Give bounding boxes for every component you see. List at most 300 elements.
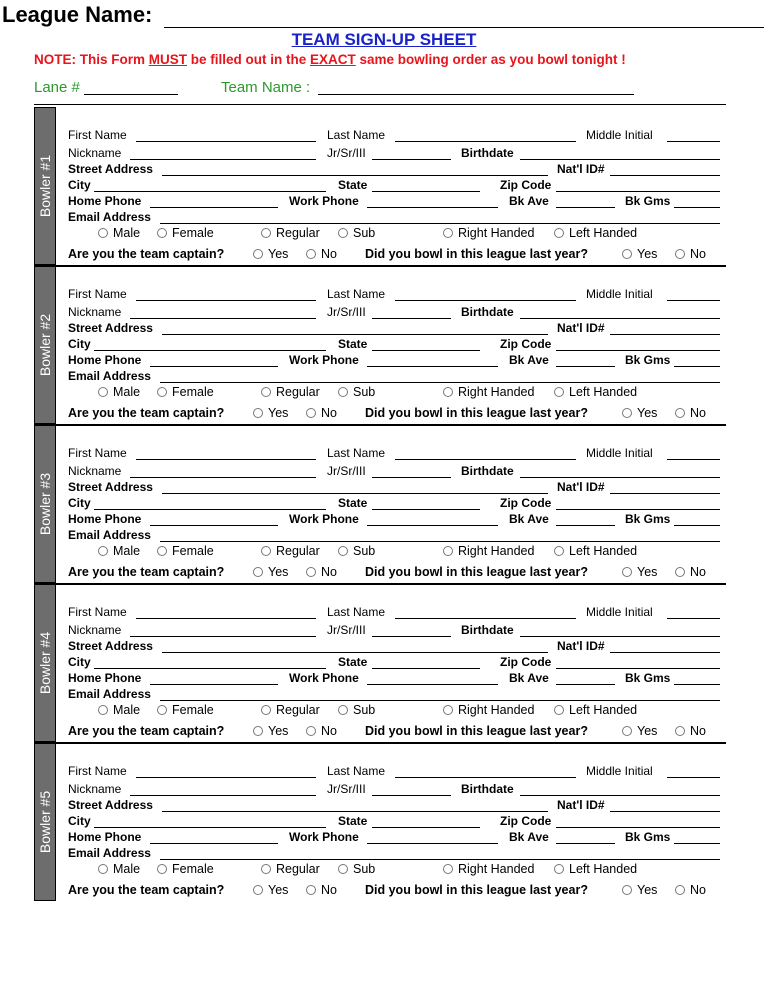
- regular-radio[interactable]: [261, 228, 271, 238]
- last-year-yes-radio[interactable]: [622, 408, 632, 418]
- sub-label: Sub: [353, 385, 376, 399]
- bowler-sidebar: [34, 425, 56, 583]
- captain-yes-radio[interactable]: [253, 726, 263, 736]
- bowler-number-label: Bowler #4: [37, 631, 53, 695]
- last-year-question: Did you bowl in this league last year?: [365, 724, 588, 738]
- email-address-field[interactable]: [160, 859, 720, 860]
- bowler-section-4: [34, 584, 726, 744]
- last-year-yes-radio[interactable]: [622, 567, 632, 577]
- nickname-label: Nickname: [68, 782, 122, 796]
- state-field[interactable]: [372, 509, 480, 510]
- last-name-field[interactable]: [395, 777, 576, 778]
- work-phone-field[interactable]: [367, 684, 498, 685]
- natl-id-field[interactable]: [610, 493, 720, 494]
- captain-yes-option[interactable]: [253, 247, 288, 261]
- work-phone-label: Work Phone: [289, 512, 359, 526]
- home-phone-label: Home Phone: [68, 194, 142, 208]
- sub-option[interactable]: [338, 385, 375, 399]
- regular-option[interactable]: [261, 544, 320, 558]
- email-address-field[interactable]: [160, 382, 720, 383]
- right-handed-label: Right Handed: [458, 703, 535, 717]
- female-option[interactable]: [157, 544, 214, 558]
- nickname-field[interactable]: [130, 159, 316, 160]
- natl-id-label: Nat'l ID#: [557, 321, 605, 335]
- home-phone-label: Home Phone: [68, 353, 142, 367]
- captain-no-option[interactable]: [306, 406, 337, 420]
- bk-ave-label: Bk Ave: [509, 671, 549, 685]
- work-phone-field[interactable]: [367, 525, 498, 526]
- league-name-label: League Name:: [2, 2, 153, 27]
- street-address-label: Street Address: [68, 162, 153, 176]
- natl-id-field[interactable]: [610, 652, 720, 653]
- last-year-yes-option[interactable]: [622, 883, 657, 897]
- left-handed-radio[interactable]: [554, 705, 564, 715]
- captain-no-option[interactable]: [306, 247, 337, 261]
- left-handed-label: Left Handed: [569, 862, 638, 876]
- captain-no-option[interactable]: [306, 565, 337, 579]
- email-address-field[interactable]: [160, 541, 720, 542]
- left-handed-label: Left Handed: [569, 703, 638, 717]
- home-phone-field[interactable]: [150, 207, 278, 208]
- home-phone-label: Home Phone: [68, 830, 142, 844]
- right-handed-label: Right Handed: [458, 544, 535, 558]
- sub-option[interactable]: [338, 544, 375, 558]
- female-radio[interactable]: [157, 228, 167, 238]
- work-phone-label: Work Phone: [289, 830, 359, 844]
- birthdate-field[interactable]: [520, 795, 720, 796]
- male-radio[interactable]: [98, 387, 108, 397]
- page-title: TEAM SIGN-UP SHEET: [291, 30, 477, 49]
- bk-gms-label: Bk Gms: [625, 830, 671, 844]
- work-phone-label: Work Phone: [289, 353, 359, 367]
- city-field[interactable]: [94, 191, 326, 192]
- female-radio[interactable]: [157, 864, 167, 874]
- right-handed-radio[interactable]: [443, 228, 453, 238]
- sub-label: Sub: [353, 862, 376, 876]
- zip-code-field[interactable]: [556, 191, 720, 192]
- male-option[interactable]: [98, 703, 140, 717]
- birthdate-field[interactable]: [520, 477, 720, 478]
- regular-option[interactable]: [261, 862, 320, 876]
- right-handed-radio[interactable]: [443, 864, 453, 874]
- zip-code-label: Zip Code: [500, 496, 552, 510]
- captain-yes-label: Yes: [268, 406, 289, 420]
- last-year-yes-radio[interactable]: [622, 726, 632, 736]
- male-radio[interactable]: [98, 228, 108, 238]
- bk-ave-field[interactable]: [556, 684, 615, 685]
- last-year-no-option[interactable]: [675, 724, 706, 738]
- birthdate-label: Birthdate: [461, 782, 514, 796]
- female-radio[interactable]: [157, 387, 167, 397]
- captain-yes-radio[interactable]: [253, 885, 263, 895]
- email-address-field[interactable]: [160, 223, 720, 224]
- last-year-yes-option[interactable]: [622, 406, 657, 420]
- last-year-yes-label: Yes: [637, 724, 658, 738]
- last-year-no-label: No: [690, 883, 706, 897]
- female-option[interactable]: [157, 385, 214, 399]
- middle-initial-field[interactable]: [667, 459, 720, 460]
- left-handed-radio[interactable]: [554, 387, 564, 397]
- female-radio[interactable]: [157, 546, 167, 556]
- captain-yes-label: Yes: [268, 883, 289, 897]
- email-address-label: Email Address: [68, 846, 151, 860]
- right-handed-radio[interactable]: [443, 705, 453, 715]
- last-year-question: Did you bowl in this league last year?: [365, 406, 588, 420]
- email-address-label: Email Address: [68, 528, 151, 542]
- male-option[interactable]: [98, 544, 140, 558]
- state-field[interactable]: [372, 668, 480, 669]
- home-phone-field[interactable]: [150, 684, 278, 685]
- left-handed-label: Left Handed: [569, 226, 638, 240]
- regular-option[interactable]: [261, 226, 320, 240]
- last-year-question: Did you bowl in this league last year?: [365, 247, 588, 261]
- birthdate-field[interactable]: [520, 318, 720, 319]
- lane-label: Lane #: [34, 79, 80, 96]
- last-year-no-option[interactable]: [675, 883, 706, 897]
- captain-yes-option[interactable]: [253, 883, 288, 897]
- left-handed-option[interactable]: [554, 385, 637, 399]
- bk-ave-label: Bk Ave: [509, 830, 549, 844]
- last-year-yes-radio[interactable]: [622, 885, 632, 895]
- captain-no-radio[interactable]: [306, 885, 316, 895]
- bowler-section-5: [34, 743, 726, 901]
- street-address-field[interactable]: [162, 652, 548, 653]
- left-handed-option[interactable]: [554, 544, 637, 558]
- last-year-yes-label: Yes: [637, 247, 658, 261]
- bk-gms-field[interactable]: [674, 684, 720, 685]
- bk-ave-label: Bk Ave: [509, 353, 549, 367]
- work-phone-label: Work Phone: [289, 194, 359, 208]
- left-handed-radio[interactable]: [554, 864, 564, 874]
- bk-gms-label: Bk Gms: [625, 194, 671, 208]
- last-year-no-radio[interactable]: [675, 885, 685, 895]
- email-address-label: Email Address: [68, 369, 151, 383]
- last-year-no-option[interactable]: [675, 565, 706, 579]
- natl-id-field[interactable]: [610, 334, 720, 335]
- sub-radio[interactable]: [338, 864, 348, 874]
- middle-initial-label: Middle Initial: [586, 287, 653, 301]
- captain-yes-option[interactable]: [253, 565, 288, 579]
- male-option[interactable]: [98, 862, 140, 876]
- last-name-label: Last Name: [327, 764, 386, 778]
- zip-code-field[interactable]: [556, 668, 720, 669]
- male-label: Male: [113, 544, 141, 558]
- sub-radio[interactable]: [338, 546, 348, 556]
- captain-no-option[interactable]: [306, 724, 337, 738]
- middle-initial-field[interactable]: [667, 141, 720, 142]
- captain-question: Are you the team captain?: [68, 565, 225, 579]
- state-label: State: [338, 178, 368, 192]
- captain-no-label: No: [321, 724, 337, 738]
- last-year-yes-label: Yes: [637, 883, 658, 897]
- left-handed-option[interactable]: [554, 862, 637, 876]
- state-field[interactable]: [372, 350, 480, 351]
- last-name-label: Last Name: [327, 446, 386, 460]
- last-year-yes-option[interactable]: [622, 247, 657, 261]
- female-option[interactable]: [157, 862, 214, 876]
- suffix-field[interactable]: [372, 318, 451, 319]
- bowler-sidebar: [34, 266, 56, 424]
- right-handed-label: Right Handed: [458, 862, 535, 876]
- male-label: Male: [113, 385, 141, 399]
- regular-label: Regular: [276, 226, 320, 240]
- middle-initial-label: Middle Initial: [586, 764, 653, 778]
- last-year-no-label: No: [690, 724, 706, 738]
- left-handed-radio[interactable]: [554, 228, 564, 238]
- regular-label: Regular: [276, 703, 320, 717]
- bk-gms-field[interactable]: [674, 525, 720, 526]
- instruction-note: NOTE: This Form MUST be filled out in the EXACT same bowling order as you bowl tonight !: [34, 52, 626, 67]
- first-name-field[interactable]: [136, 141, 316, 142]
- bowler-number-label: Bowler #3: [37, 472, 53, 536]
- right-handed-label: Right Handed: [458, 226, 535, 240]
- street-address-field[interactable]: [162, 334, 548, 335]
- suffix-label: Jr/Sr/III: [327, 623, 366, 637]
- last-year-yes-label: Yes: [637, 406, 658, 420]
- state-label: State: [338, 655, 368, 669]
- last-year-question: Did you bowl in this league last year?: [365, 565, 588, 579]
- captain-question: Are you the team captain?: [68, 247, 225, 261]
- right-handed-option[interactable]: [443, 226, 534, 240]
- right-handed-option[interactable]: [443, 385, 534, 399]
- natl-id-field[interactable]: [610, 811, 720, 812]
- middle-initial-field[interactable]: [667, 300, 720, 301]
- male-option[interactable]: [98, 385, 140, 399]
- last-year-yes-option[interactable]: [622, 724, 657, 738]
- last-year-no-label: No: [690, 406, 706, 420]
- work-phone-field[interactable]: [367, 843, 498, 844]
- captain-no-radio[interactable]: [306, 567, 316, 577]
- last-name-field[interactable]: [395, 459, 576, 460]
- natl-id-label: Nat'l ID#: [557, 639, 605, 653]
- zip-code-field[interactable]: [556, 827, 720, 828]
- captain-question: Are you the team captain?: [68, 406, 225, 420]
- last-year-yes-radio[interactable]: [622, 249, 632, 259]
- captain-yes-option[interactable]: [253, 406, 288, 420]
- nickname-field[interactable]: [130, 795, 316, 796]
- suffix-field[interactable]: [372, 159, 451, 160]
- home-phone-field[interactable]: [150, 525, 278, 526]
- captain-no-option[interactable]: [306, 883, 337, 897]
- bk-gms-field[interactable]: [674, 843, 720, 844]
- captain-no-label: No: [321, 883, 337, 897]
- right-handed-option[interactable]: [443, 703, 534, 717]
- middle-initial-field[interactable]: [667, 618, 720, 619]
- male-label: Male: [113, 226, 141, 240]
- bk-ave-field[interactable]: [556, 525, 615, 526]
- birthdate-label: Birthdate: [461, 464, 514, 478]
- bk-gms-field[interactable]: [674, 207, 720, 208]
- female-option[interactable]: [157, 226, 214, 240]
- suffix-field[interactable]: [372, 795, 451, 796]
- bowler-section-3: [34, 425, 726, 585]
- captain-yes-option[interactable]: [253, 724, 288, 738]
- female-label: Female: [172, 226, 214, 240]
- suffix-field[interactable]: [372, 636, 451, 637]
- bk-ave-field[interactable]: [556, 843, 615, 844]
- bowler-number-label: Bowler #5: [37, 790, 53, 854]
- sub-option[interactable]: [338, 703, 375, 717]
- captain-yes-label: Yes: [268, 565, 289, 579]
- zip-code-field[interactable]: [556, 509, 720, 510]
- captain-yes-radio[interactable]: [253, 408, 263, 418]
- last-year-no-option[interactable]: [675, 247, 706, 261]
- male-option[interactable]: [98, 226, 140, 240]
- right-handed-option[interactable]: [443, 544, 534, 558]
- email-address-field[interactable]: [160, 700, 720, 701]
- birthdate-field[interactable]: [520, 636, 720, 637]
- last-year-no-radio[interactable]: [675, 567, 685, 577]
- right-handed-radio[interactable]: [443, 546, 453, 556]
- work-phone-field[interactable]: [367, 366, 498, 367]
- female-option[interactable]: [157, 703, 214, 717]
- state-label: State: [338, 814, 368, 828]
- natl-id-label: Nat'l ID#: [557, 162, 605, 176]
- work-phone-field[interactable]: [367, 207, 498, 208]
- bk-ave-field[interactable]: [556, 207, 615, 208]
- sub-option[interactable]: [338, 226, 375, 240]
- zip-code-label: Zip Code: [500, 178, 552, 192]
- last-name-label: Last Name: [327, 128, 386, 142]
- captain-yes-radio[interactable]: [253, 249, 263, 259]
- city-field[interactable]: [94, 509, 326, 510]
- home-phone-label: Home Phone: [68, 512, 142, 526]
- captain-yes-label: Yes: [268, 247, 289, 261]
- nickname-label: Nickname: [68, 146, 122, 160]
- last-name-field[interactable]: [395, 618, 576, 619]
- bowler-section-1: [34, 107, 726, 267]
- street-address-field[interactable]: [162, 811, 548, 812]
- nickname-label: Nickname: [68, 464, 122, 478]
- nickname-field[interactable]: [130, 477, 316, 478]
- home-phone-label: Home Phone: [68, 671, 142, 685]
- female-label: Female: [172, 862, 214, 876]
- regular-radio[interactable]: [261, 705, 271, 715]
- first-name-field[interactable]: [136, 618, 316, 619]
- first-name-label: First Name: [68, 128, 127, 142]
- regular-label: Regular: [276, 544, 320, 558]
- state-label: State: [338, 337, 368, 351]
- last-year-no-radio[interactable]: [675, 726, 685, 736]
- street-address-field[interactable]: [162, 175, 548, 176]
- bk-gms-field[interactable]: [674, 366, 720, 367]
- zip-code-field[interactable]: [556, 350, 720, 351]
- bowler-sidebar: [34, 743, 56, 901]
- birthdate-label: Birthdate: [461, 623, 514, 637]
- birthdate-field[interactable]: [520, 159, 720, 160]
- bk-gms-label: Bk Gms: [625, 353, 671, 367]
- right-handed-radio[interactable]: [443, 387, 453, 397]
- female-radio[interactable]: [157, 705, 167, 715]
- captain-no-radio[interactable]: [306, 408, 316, 418]
- state-field[interactable]: [372, 191, 480, 192]
- captain-no-radio[interactable]: [306, 249, 316, 259]
- street-address-field[interactable]: [162, 493, 548, 494]
- zip-code-label: Zip Code: [500, 814, 552, 828]
- birthdate-label: Birthdate: [461, 305, 514, 319]
- captain-yes-radio[interactable]: [253, 567, 263, 577]
- city-label: City: [68, 337, 91, 351]
- right-handed-option[interactable]: [443, 862, 534, 876]
- last-year-no-option[interactable]: [675, 406, 706, 420]
- captain-no-radio[interactable]: [306, 726, 316, 736]
- city-label: City: [68, 655, 91, 669]
- league-name-field[interactable]: [164, 27, 764, 28]
- nickname-field[interactable]: [130, 636, 316, 637]
- email-address-label: Email Address: [68, 687, 151, 701]
- sub-option[interactable]: [338, 862, 375, 876]
- sub-radio[interactable]: [338, 387, 348, 397]
- regular-option[interactable]: [261, 703, 320, 717]
- work-phone-label: Work Phone: [289, 671, 359, 685]
- last-year-no-label: No: [690, 565, 706, 579]
- first-name-field[interactable]: [136, 459, 316, 460]
- regular-radio[interactable]: [261, 546, 271, 556]
- street-address-label: Street Address: [68, 480, 153, 494]
- sub-label: Sub: [353, 703, 376, 717]
- male-label: Male: [113, 862, 141, 876]
- last-year-no-radio[interactable]: [675, 249, 685, 259]
- bk-ave-field[interactable]: [556, 366, 615, 367]
- left-handed-option[interactable]: [554, 703, 637, 717]
- last-name-field[interactable]: [395, 300, 576, 301]
- state-field[interactable]: [372, 827, 480, 828]
- state-label: State: [338, 496, 368, 510]
- nickname-field[interactable]: [130, 318, 316, 319]
- first-name-label: First Name: [68, 287, 127, 301]
- suffix-field[interactable]: [372, 477, 451, 478]
- sub-label: Sub: [353, 226, 376, 240]
- male-radio[interactable]: [98, 864, 108, 874]
- left-handed-radio[interactable]: [554, 546, 564, 556]
- city-field[interactable]: [94, 827, 326, 828]
- city-field[interactable]: [94, 668, 326, 669]
- male-radio[interactable]: [98, 546, 108, 556]
- last-name-field[interactable]: [395, 141, 576, 142]
- middle-initial-field[interactable]: [667, 777, 720, 778]
- regular-option[interactable]: [261, 385, 320, 399]
- first-name-field[interactable]: [136, 300, 316, 301]
- section-divider: [34, 104, 726, 105]
- male-radio[interactable]: [98, 705, 108, 715]
- bowler-section-2: [34, 266, 726, 426]
- city-field[interactable]: [94, 350, 326, 351]
- captain-no-label: No: [321, 565, 337, 579]
- regular-radio[interactable]: [261, 387, 271, 397]
- last-year-no-radio[interactable]: [675, 408, 685, 418]
- left-handed-option[interactable]: [554, 226, 637, 240]
- last-name-label: Last Name: [327, 287, 386, 301]
- natl-id-field[interactable]: [610, 175, 720, 176]
- last-year-question: Did you bowl in this league last year?: [365, 883, 588, 897]
- home-phone-field[interactable]: [150, 366, 278, 367]
- team-name-field[interactable]: [318, 94, 634, 95]
- sub-radio[interactable]: [338, 705, 348, 715]
- last-year-no-label: No: [690, 247, 706, 261]
- city-label: City: [68, 178, 91, 192]
- lane-field[interactable]: [84, 94, 178, 95]
- suffix-label: Jr/Sr/III: [327, 782, 366, 796]
- bk-ave-label: Bk Ave: [509, 512, 549, 526]
- first-name-field[interactable]: [136, 777, 316, 778]
- last-year-yes-option[interactable]: [622, 565, 657, 579]
- sub-radio[interactable]: [338, 228, 348, 238]
- regular-radio[interactable]: [261, 864, 271, 874]
- home-phone-field[interactable]: [150, 843, 278, 844]
- left-handed-label: Left Handed: [569, 385, 638, 399]
- captain-question: Are you the team captain?: [68, 724, 225, 738]
- female-label: Female: [172, 544, 214, 558]
